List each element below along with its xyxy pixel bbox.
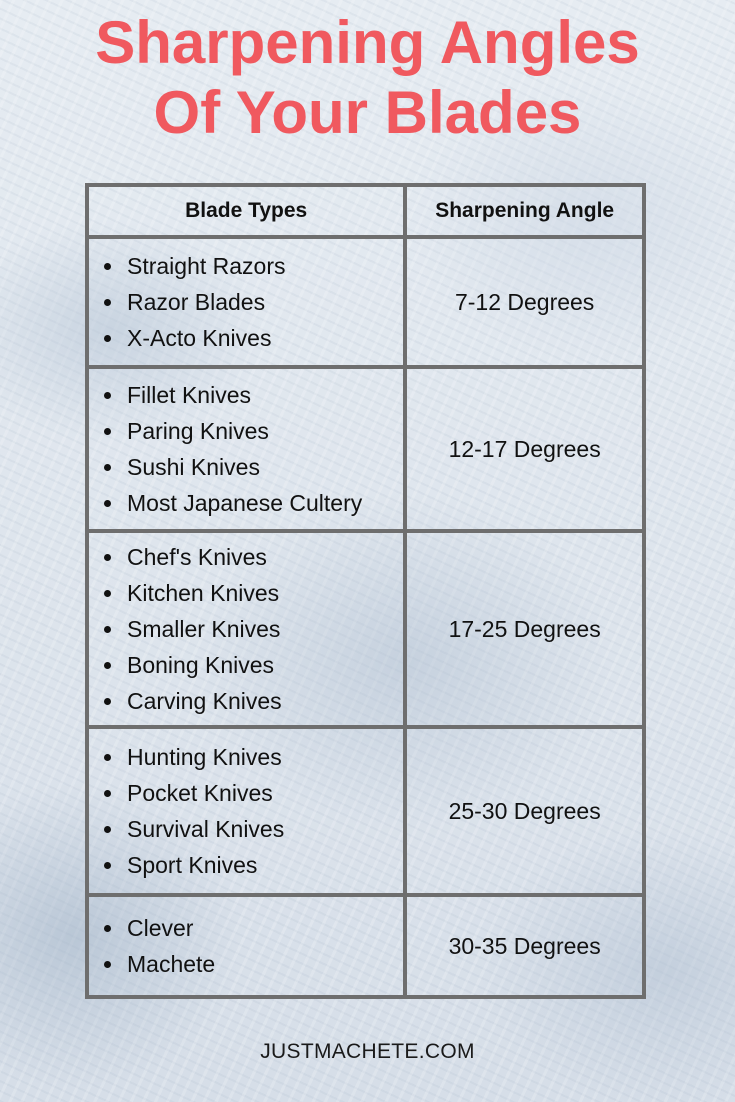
blade-list	[89, 377, 403, 521]
list-item: • Survival Knives	[125, 811, 403, 847]
list-item: • Most Japanese Cultery	[125, 485, 403, 521]
list-item: • Pocket Knives	[125, 775, 403, 811]
list-item: • Sushi Knives	[125, 449, 403, 485]
website-footer: JUSTMACHETE.COM	[260, 1040, 475, 1063]
angle-cell: 12-17 Degrees	[405, 367, 644, 531]
list-item: • Razor Blades	[125, 284, 403, 320]
list-item: • Clever	[125, 910, 403, 946]
blade-list	[89, 739, 403, 883]
table-row	[87, 237, 644, 367]
angle-cell: 17-25 Degrees	[405, 531, 644, 727]
title-line-1: Sharpening Angles	[95, 9, 640, 76]
list-item: • Fillet Knives	[125, 377, 403, 413]
list-item: • Sport Knives	[125, 847, 403, 883]
list-item: • Smaller Knives	[125, 611, 403, 647]
blade-types-cell	[87, 895, 405, 997]
list-item: • Carving Knives	[125, 683, 403, 719]
table-row	[87, 531, 644, 727]
blade-list	[89, 539, 403, 719]
blade-types-cell	[87, 367, 405, 531]
list-item: • Chef's Knives	[125, 539, 403, 575]
blade-types-cell	[87, 237, 405, 367]
sharpening-angles-table	[85, 183, 646, 999]
angle-cell: 7-12 Degrees	[405, 237, 644, 367]
blade-types-cell	[87, 531, 405, 727]
list-item: • X-Acto Knives	[125, 320, 403, 356]
list-item: • Boning Knives	[125, 647, 403, 683]
header-blade-types: Blade Types	[87, 185, 405, 237]
list-item: • Kitchen Knives	[125, 575, 403, 611]
list-item: • Straight Razors	[125, 248, 403, 284]
header-sharpening-angle: Sharpening Angle	[405, 185, 644, 237]
list-item: • Paring Knives	[125, 413, 403, 449]
angle-cell: 25-30 Degrees	[405, 727, 644, 895]
blade-list	[89, 248, 403, 356]
list-item: • Machete	[125, 946, 403, 982]
table-header-row	[87, 185, 644, 237]
table-row	[87, 727, 644, 895]
list-item: • Hunting Knives	[125, 739, 403, 775]
blade-list	[89, 910, 403, 982]
table-row	[87, 367, 644, 531]
angle-cell: 30-35 Degrees	[405, 895, 644, 997]
page-title	[0, 8, 735, 148]
title-line-2: Of Your Blades	[153, 79, 582, 146]
table-row	[87, 895, 644, 997]
blade-types-cell	[87, 727, 405, 895]
